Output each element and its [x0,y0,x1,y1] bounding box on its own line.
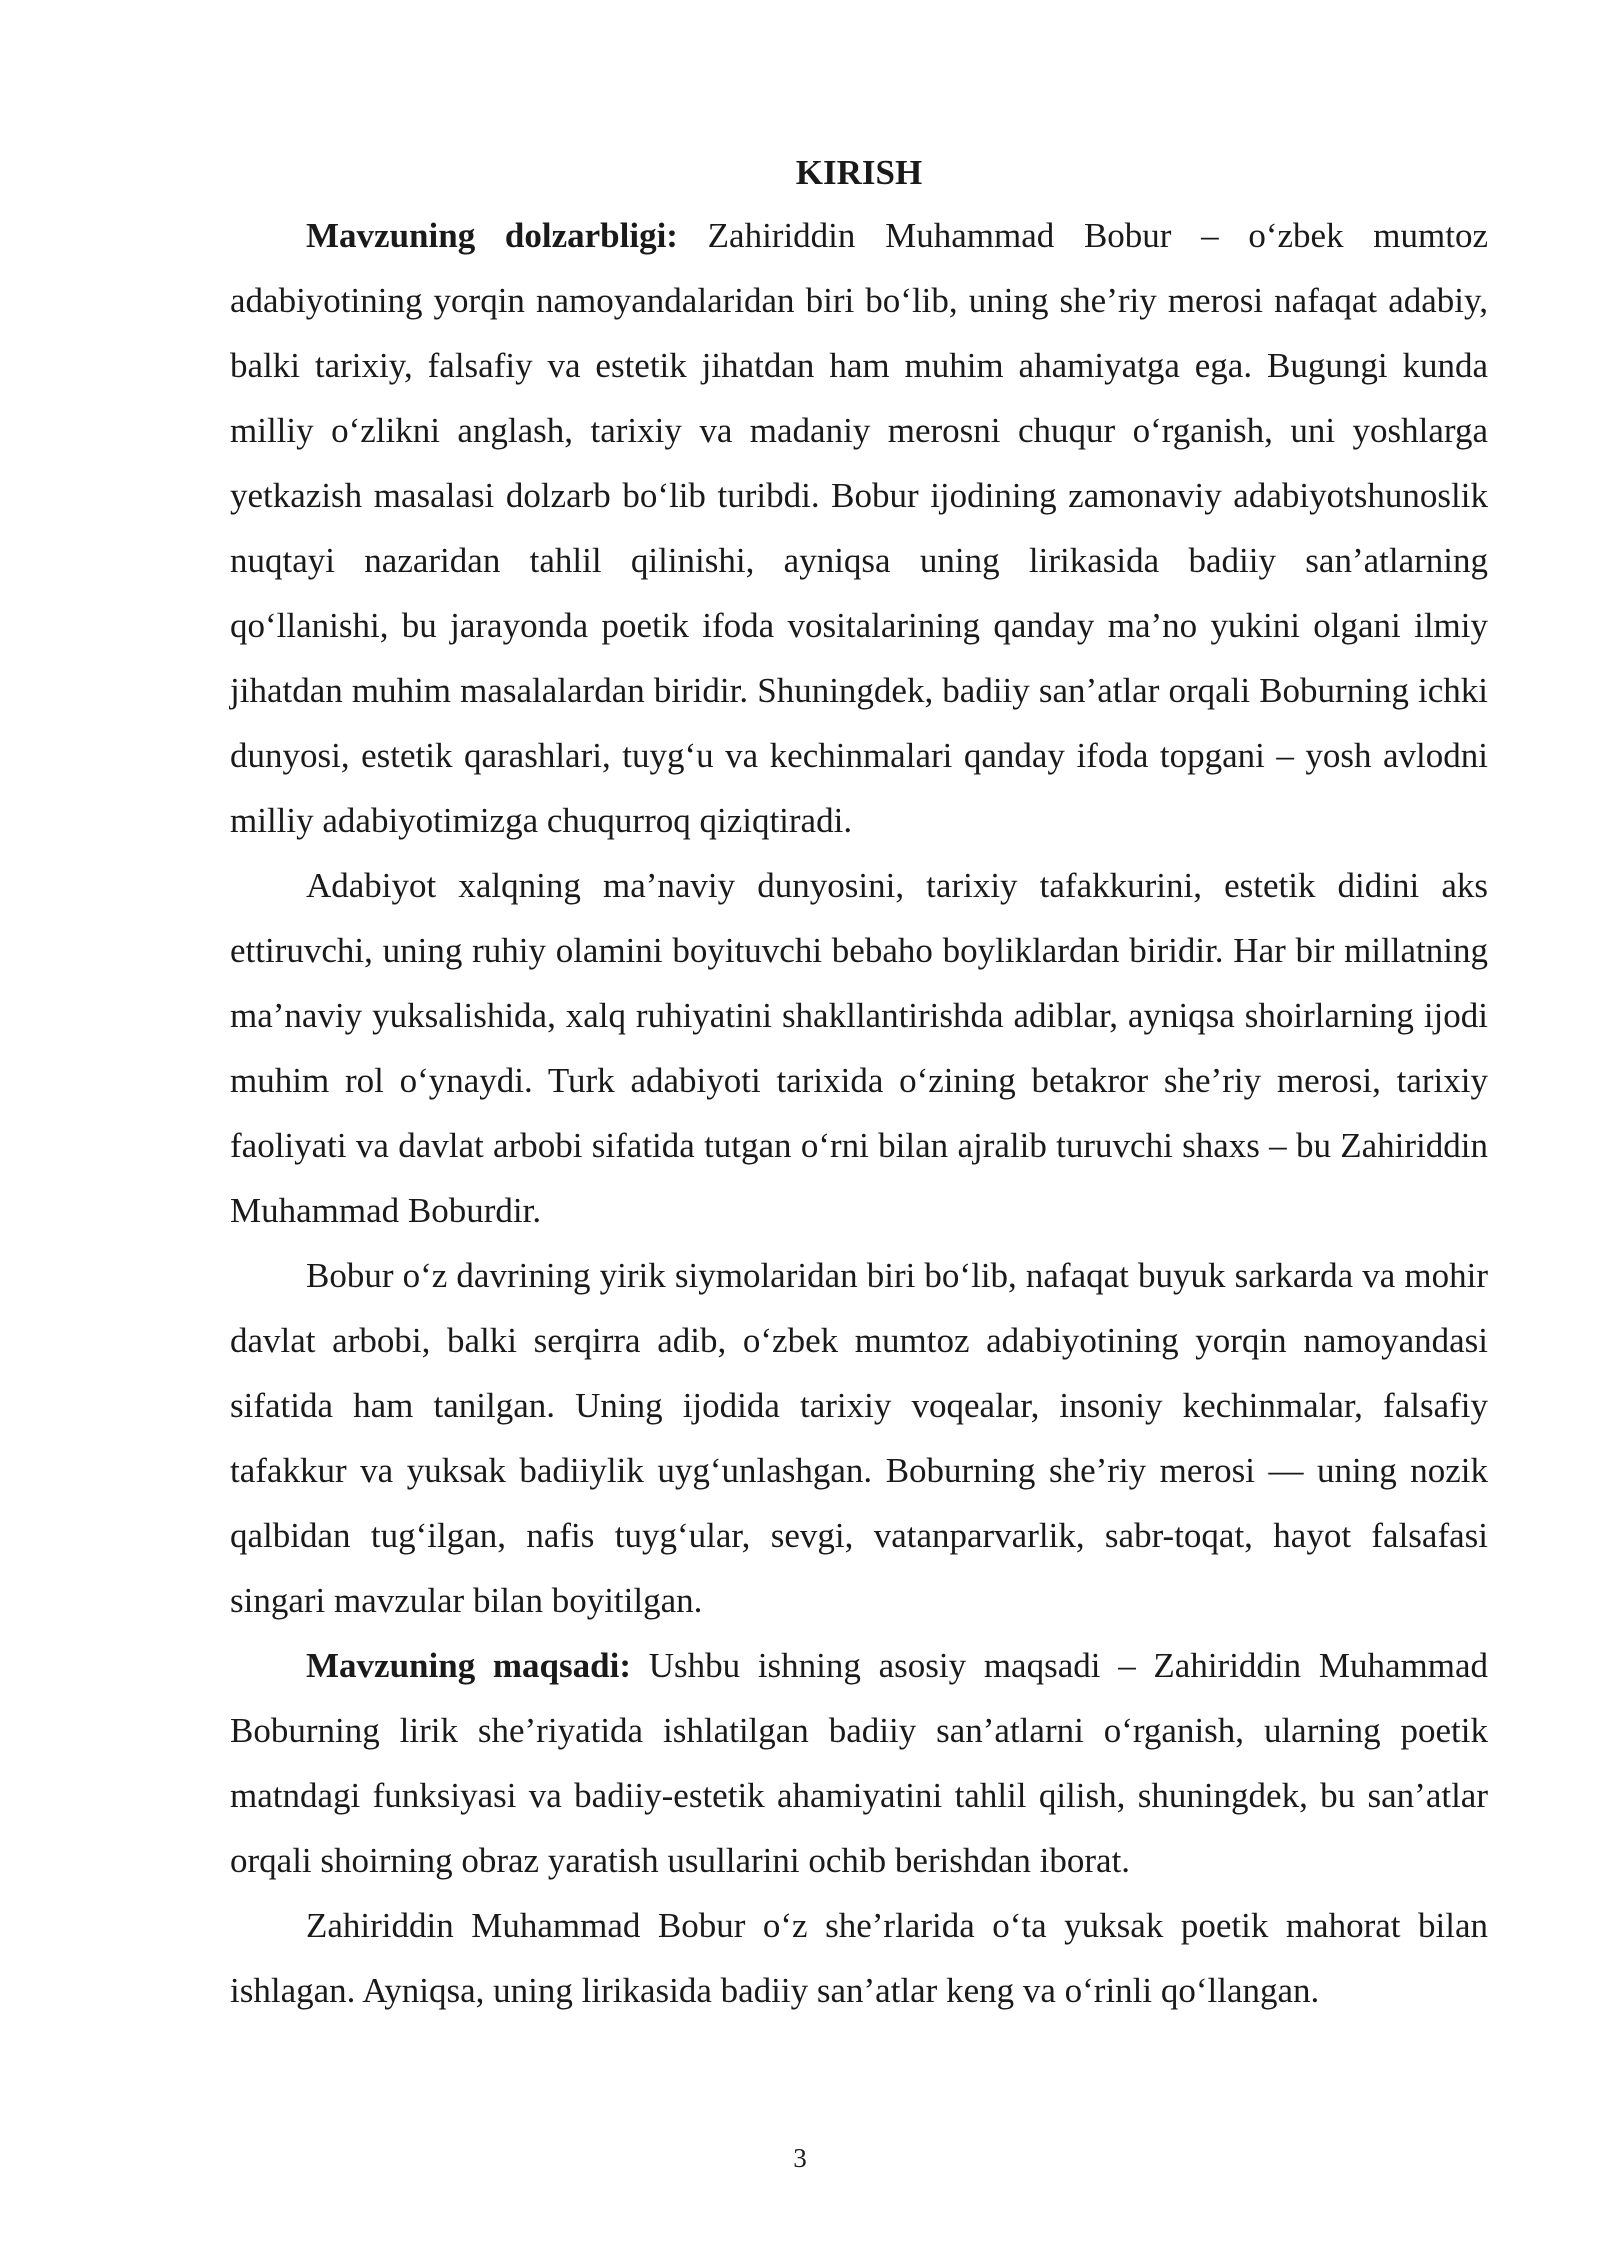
paragraph-mastery [230,1893,1488,2023]
paragraph-text: Ushbu ishning asosiy maqsadi – Zahiriddin Muhammad Boburning lirik she’riyatida ishlatilgan badiiy san’atlarni o‘rganish, ularning poetik matndagi funksiyasi va badiiy-estetik ahamiyatini tahlil qilish, shuningdek, bu san’atlar orqali shoirning obraz yaratish usullarini ochib berishdan iborat. [230,1646,1489,1880]
paragraph-text: Zahiriddin Muhammad Bobur – o‘zbek mumtoz adabiyotining yorqin namoyandalaridan biri bo‘lib, uning she’riy merosi nafaqat adabiy, balki tarixiy, falsafiy va estetik jihatdan ham muhim ahamiyatga ega. Bugungi kunda milliy o‘zlikni anglash, tarixiy va madaniy merosni chuqur o‘rganish, uni yoshlarga yetkazish masalasi dolzarb bo‘lib turibdi. Bobur ijodining zamonaviy adabiyotshunoslik nuqtayi nazaridan tahlil qilinishi, ayniqsa uning lirikasida badiiy san’atlarning qo‘llanishi, bu jarayonda poetik ifoda vositalarining qanday ma’no yukini olgani ilmiy jihatdan muhim masalalardan biridir. Shuningdek, badiiy san’atlar orqali Boburning ichki dunyosi, estetik qarashlari, tuyg‘u va kechinmalari qanday ifoda topgani – yosh avlodni milliy adabiyotimizga chuqurroq qiziqtiradi. [230,216,1488,840]
section-heading: KIRISH [795,153,923,192]
document-page [230,148,1488,2023]
paragraph-text: Zahiriddin Muhammad Bobur o‘z she’rlarida o‘ta yuksak poetik mahorat bilan ishlagan. Ayniqsa, uning lirikasida badiiy san’atlar keng va o‘rinli qo‘llangan. [230,1906,1488,2010]
paragraph-relevance [230,203,1488,853]
paragraph-text: Bobur o‘z davrining yirik siymolaridan biri bo‘lib, nafaqat buyuk sarkarda va mohir davlat arbobi, balki serqirra adib, o‘zbek mumtoz adabiyotining yorqin namoyandasi sifatida ham tanilgan. Uning ijodida tarixiy voqealar, insoniy kechinmalar, falsafiy tafakkur va yuksak badiiylik uyg‘unlashgan. Boburning she’riy merosi — uning nozik qalbidan tug‘ilgan, nafis tuyg‘ular, sevgi, vatanparvarlik, sabr-toqat, hayot falsafasi singari mavzular bilan boyitilgan. [230,1256,1488,1620]
paragraph-lead: Mavzuning maqsadi: [306,1646,631,1685]
paragraph-text: Adabiyot xalqning ma’naviy dunyosini, tarixiy tafakkurini, estetik didini aks ettiruvchi, uning ruhiy olamini boyituvchi bebaho boyliklardan biridir. Har bir millatning ma’naviy yuksalishida, xalq ruhiyatini shakllantirishda adiblar, ayniqsa shoirlarning ijodi muhim rol o‘ynaydi. Turk adabiyoti tarixida o‘zining betakror she’riy merosi, tarixiy faoliyati va davlat arbobi sifatida tutgan o‘rni bilan ajralib turuvchi shaxs – bu Zahiriddin Muhammad Boburdir. [230,866,1488,1230]
paragraph-goal [230,1633,1488,1893]
page-number: 3 [793,2143,807,2173]
paragraph-lead: Mavzuning dolzarbligi: [306,216,678,255]
paragraph-bobur-era [230,1243,1488,1633]
paragraph-literature [230,853,1488,1243]
